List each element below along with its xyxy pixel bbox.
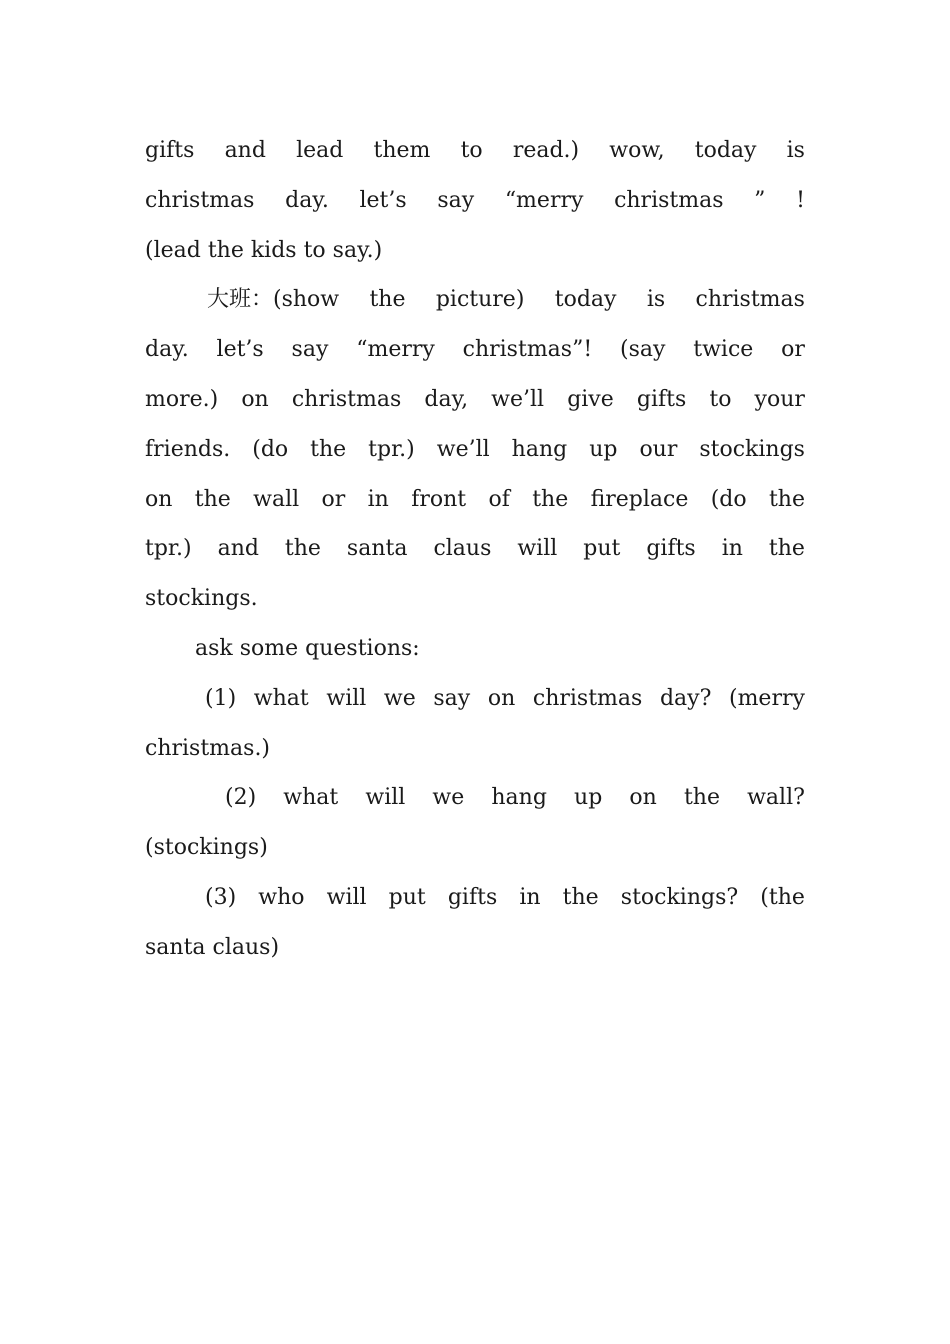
text-line: (2) what will we hang up on the wall? <box>225 785 805 811</box>
question-2 <box>145 773 805 873</box>
question-1 <box>145 674 805 774</box>
text-line: (1) what will we say on christmas day? (merry <box>205 685 805 711</box>
text-line: santa claus) <box>145 934 280 960</box>
text-line: ask some questions: <box>195 635 420 661</box>
text-line: friends. (do the tpr.) we’ll hang up our stockings <box>145 436 805 462</box>
text-line: stockings. <box>145 586 258 612</box>
text-line: 大班：(show the picture) today is christmas <box>207 287 805 313</box>
text-line: more.) on christmas day, we’ll give gifts to your <box>145 386 805 412</box>
text-line: on the wall or in front of the fireplace (do the <box>145 486 805 512</box>
text-line: (3) who will put gifts in the stockings? (the <box>205 884 805 910</box>
text-line: day. let’s say “merry christmas”! (say twice or <box>145 337 805 363</box>
text-line: (lead the kids to say.) <box>145 237 383 263</box>
paragraph-ask-questions <box>145 624 805 674</box>
text-line: (stockings) <box>145 835 268 861</box>
text-line: christmas.) <box>145 735 271 761</box>
paragraph-gifts-wow <box>145 126 805 275</box>
text-line: tpr.) and the santa claus will put gifts in the <box>145 536 805 562</box>
question-3 <box>145 873 805 973</box>
paragraph-senior-class <box>145 275 805 624</box>
text-line: gifts and lead them to read.) wow, today is <box>145 138 805 163</box>
document-body <box>145 126 805 973</box>
text-line: christmas day. let’s say “merry christmas ” ! <box>145 187 805 213</box>
